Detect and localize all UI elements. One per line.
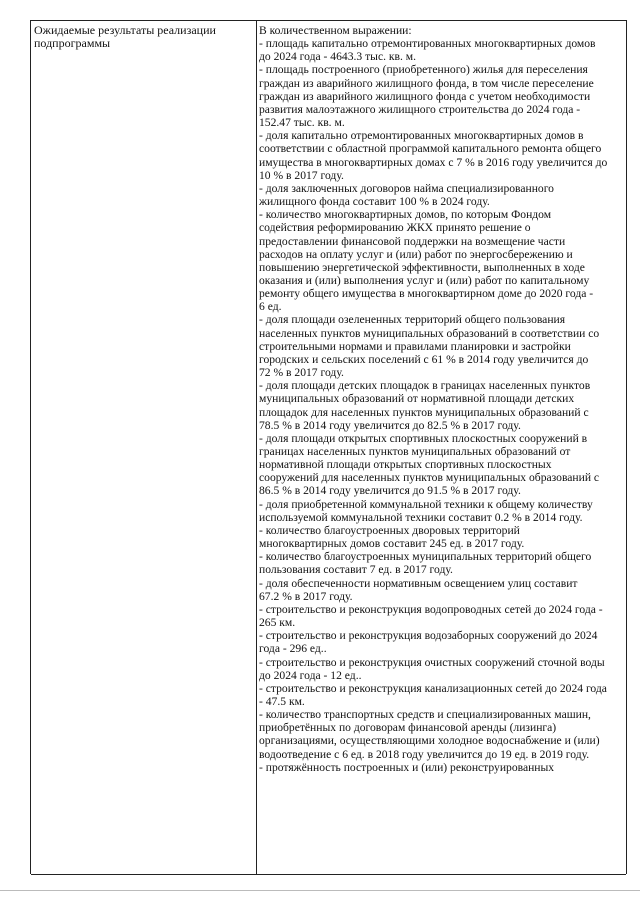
content-line: - доля капитально отремонтированных многоквартирных домов в xyxy=(259,129,584,143)
content-line: года - 296 ед.. xyxy=(259,642,327,656)
content-line: жилищного фонда составит 100 % в 2024 году. xyxy=(259,195,490,209)
content-line: - доля обеспеченности нормативным освещением улиц составит xyxy=(259,576,578,590)
content-line: - площадь построенного (приобретенного) жилья для переселения xyxy=(259,63,588,77)
content-line: - количество многоквартирных домов, по которым Фондом xyxy=(259,208,552,222)
content-line: - строительство и реконструкция канализационных сетей до 2024 года xyxy=(259,681,607,695)
content-line: 67.2 % в 2017 году. xyxy=(259,589,353,603)
content-line: ремонту общего имущества в многоквартирном доме до 2020 года - xyxy=(259,287,594,301)
content-line: муниципальных образований от нормативной площади детских xyxy=(259,392,575,406)
content-line: - количество транспортных средств и специализированных машин, xyxy=(259,708,591,722)
content-line: расходов на оплату услуг и (или) работ по энергосбережению и xyxy=(259,247,573,261)
content-line: - протяжённость построенных и (или) реконструированных xyxy=(259,760,555,774)
content-line: повышению энергетической эффективности, выполненных в ходе xyxy=(259,260,585,274)
content-line: содействия реформированию ЖКХ принято решение о xyxy=(259,221,531,235)
content-line: - количество благоустроенных дворовых территорий xyxy=(259,523,520,537)
results-table xyxy=(30,20,627,874)
content-line: соответствии с областной программой капитального ремонта общего xyxy=(259,142,602,156)
content-line: нормативной площади открытых спортивных плоскостных xyxy=(259,458,552,472)
content-line: 265 км. xyxy=(259,616,296,630)
content-line: используемой коммунальной техники составит 0.2 % в 2014 году. xyxy=(259,510,583,524)
content-line: имущества в многоквартирных домах с 7 % в 2016 году увеличится до xyxy=(259,155,608,169)
content-line: пользования составит 7 ед. в 2017 году. xyxy=(259,563,453,577)
content-line: - площадь капитально отремонтированных многоквартирных домов xyxy=(259,37,596,51)
content-line: - строительство и реконструкция очистных сооружений сточной воды xyxy=(259,655,605,669)
content-line: - количество благоустроенных муниципальных территорий общего xyxy=(259,550,592,564)
row-content-cell xyxy=(259,24,625,774)
content-line: - доля площади детских площадок в границах населенных пунктов xyxy=(259,379,591,393)
content-line: 6 ед. xyxy=(259,300,282,314)
content-line: многоквартирных домов составит 245 ед. в 2017 году. xyxy=(259,537,525,551)
content-line: 72 % в 2017 году. xyxy=(259,366,344,380)
content-line: - строительство и реконструкция водопроводных сетей до 2024 года - xyxy=(259,602,603,616)
row-label-cell: Ожидаемые результаты реализации подпрограммы xyxy=(34,23,216,50)
content-line: граждан из аварийного жилищного фонда, в том числе переселение xyxy=(259,76,594,90)
content-line: до 2024 года - 4643.3 тыс. кв. м. xyxy=(259,50,417,64)
content-line: 10 % в 2017 году. xyxy=(259,168,344,182)
content-line: организациями, осуществляющими холодное водоснабжение и (или) xyxy=(259,734,600,748)
page-footer-rule xyxy=(0,890,640,891)
content-line: предоставлении финансовой поддержки на возмещение части xyxy=(259,234,566,248)
content-line: строительными нормами и правилами планировки и застройки xyxy=(259,339,571,353)
content-line: граждан из аварийного жилищного фонда с учетом необходимости xyxy=(259,89,591,103)
content-line: приобретённых по договорам финансовой аренды (лизинга) xyxy=(259,721,557,735)
content-line: 152.47 тыс. кв. м. xyxy=(259,116,345,130)
content-line: населенных пунктов муниципальных образований в соответствии со xyxy=(259,326,600,340)
content-line: до 2024 года - 12 ед.. xyxy=(259,668,362,682)
content-line: В количественном выражении: xyxy=(259,24,412,37)
column-divider xyxy=(256,21,257,874)
content-line: сооружений для населенных пунктов муниципальных образований с xyxy=(259,471,600,485)
content-line: площадок для населенных пунктов муниципальных образований с xyxy=(259,405,589,419)
content-line: 78.5 % в 2014 году увеличится до 82.5 % в 2017 году. xyxy=(259,418,521,432)
row-bottom-border xyxy=(31,874,626,875)
content-line: 86.5 % в 2014 году увеличится до 91.5 % в 2017 году. xyxy=(259,484,521,498)
content-line: оказания и (или) выполнения услуг и (или) работ по капитальному xyxy=(259,273,590,287)
content-line: - 47.5 км. xyxy=(259,694,305,708)
content-line: - доля приобретенной коммунальной техники к общему количеству xyxy=(259,497,593,511)
content-line: - доля заключенных договоров найма специализированного xyxy=(259,181,554,195)
content-line: городских и сельских поселений с 61 % в 2014 году увеличится до xyxy=(259,352,589,366)
content-line: - строительство и реконструкция водозаборных сооружений до 2024 xyxy=(259,629,598,643)
content-line: - доля площади озелененных территорий общего пользования xyxy=(259,313,566,327)
content-line: развития малоэтажного жилищного строительства до 2024 года - xyxy=(259,102,581,116)
content-line: границах населенных пунктов муниципальных образований от xyxy=(259,445,571,458)
content-line: водоотведение с 6 ед. в 2018 году увеличится до 19 ед. в 2019 году. xyxy=(259,747,590,761)
content-line: - доля площади открытых спортивных плоскостных сооружений в xyxy=(259,431,588,445)
